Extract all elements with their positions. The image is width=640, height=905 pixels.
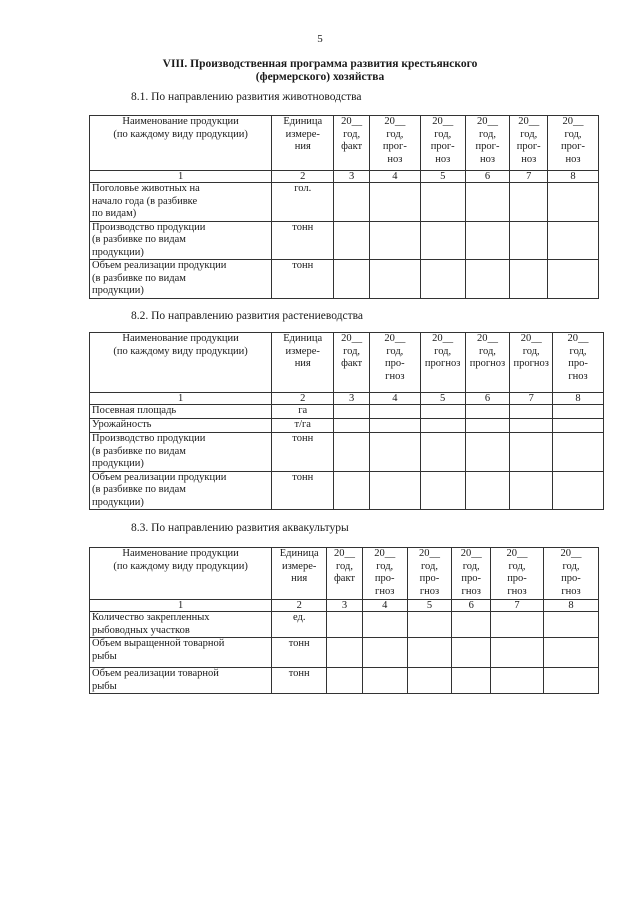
empty-value-cell <box>553 471 604 510</box>
row-unit: га <box>272 405 334 419</box>
header-year-forecast <box>543 548 598 600</box>
empty-value-cell <box>510 419 553 433</box>
header-line: гноз <box>507 585 527 597</box>
column-number: 4 <box>369 171 420 183</box>
table-row <box>90 668 599 694</box>
header-year-forecast <box>510 333 553 393</box>
column-number: 4 <box>369 393 420 405</box>
empty-value-cell <box>407 668 452 694</box>
empty-value-cell <box>420 221 465 260</box>
column-number: 5 <box>407 600 452 612</box>
header-line: про- <box>561 573 581 584</box>
empty-value-cell <box>420 405 465 419</box>
header-line: факт <box>341 358 363 369</box>
header-year-forecast <box>362 548 407 600</box>
empty-value-cell <box>362 612 407 638</box>
row-unit: тонн <box>272 260 334 299</box>
header-year-forecast <box>548 116 599 171</box>
row-name-line: (в разбивке по видам <box>92 484 186 495</box>
empty-value-cell <box>334 433 370 472</box>
empty-value-cell <box>510 433 553 472</box>
empty-value-cell <box>327 638 363 668</box>
header-year-fact <box>334 116 370 171</box>
header-line: 20__ <box>432 333 454 344</box>
header-line: год, <box>562 560 580 572</box>
header-line: год, <box>421 560 438 572</box>
header-line: 20__ <box>560 548 582 559</box>
empty-value-cell <box>369 221 420 260</box>
empty-value-cell <box>334 221 370 260</box>
empty-value-cell <box>334 183 370 222</box>
row-product-name <box>90 260 272 299</box>
row-unit: тонн <box>272 638 327 668</box>
column-number: 3 <box>334 171 370 183</box>
empty-value-cell <box>407 638 452 668</box>
header-line: 20__ <box>518 116 540 127</box>
header-line: 20__ <box>562 116 584 127</box>
column-number: 4 <box>362 600 407 612</box>
row-name-line: продукции) <box>92 458 144 469</box>
column-number: 7 <box>491 600 544 612</box>
row-name-line: Урожайность <box>92 419 152 430</box>
empty-value-cell <box>369 405 420 419</box>
row-name-line: Объем реализации продукции <box>92 471 227 483</box>
row-product-name <box>90 668 272 694</box>
header-line: год, <box>336 560 353 572</box>
header-line: прог- <box>382 141 407 152</box>
row-name-line: (в разбивке по видам <box>92 272 186 284</box>
column-number-row <box>90 393 604 405</box>
column-number: 5 <box>420 171 465 183</box>
row-name-line: Объем выращенной товарной <box>92 638 225 649</box>
header-line: Наименование продукции <box>122 548 239 559</box>
empty-value-cell <box>420 183 465 222</box>
empty-value-cell <box>553 419 604 433</box>
empty-value-cell <box>369 260 420 299</box>
row-product-name <box>90 433 272 472</box>
page-number: 5 <box>317 33 323 45</box>
empty-value-cell <box>452 638 491 668</box>
header-year-forecast <box>491 548 544 600</box>
table-row <box>90 471 604 510</box>
column-number: 2 <box>272 600 327 612</box>
empty-value-cell <box>420 260 465 299</box>
row-name-line: рыбы <box>92 650 117 662</box>
header-line: про- <box>419 573 440 584</box>
empty-value-cell <box>491 638 544 668</box>
row-product-name <box>90 471 272 510</box>
header-line: гноз <box>419 585 440 597</box>
column-number: 5 <box>420 393 465 405</box>
row-unit: т/га <box>272 419 334 433</box>
header-line: ноз <box>479 153 496 165</box>
empty-value-cell <box>420 433 465 472</box>
header-product-name <box>90 116 272 171</box>
header-line: ноз <box>387 153 403 165</box>
column-number-row <box>90 600 599 612</box>
header-line: 20__ <box>384 333 406 344</box>
header-line: год, <box>508 560 526 572</box>
table-row <box>90 433 604 472</box>
header-line: ния <box>294 141 311 152</box>
header-product-name <box>90 333 272 393</box>
row-name-line: продукции) <box>92 246 144 258</box>
header-line: 20__ <box>567 333 589 344</box>
table-row <box>90 612 599 638</box>
column-number: 6 <box>465 171 510 183</box>
column-number: 2 <box>272 393 334 405</box>
empty-value-cell <box>362 668 407 694</box>
header-line: год, <box>376 560 394 572</box>
empty-value-cell <box>543 668 598 694</box>
header-line: (по каждому виду продукции) <box>113 560 248 572</box>
empty-value-cell <box>420 471 465 510</box>
header-line: 20__ <box>432 116 454 127</box>
table-row <box>90 405 604 419</box>
column-number: 6 <box>465 393 510 405</box>
header-line: год, <box>386 345 404 357</box>
header-line: про- <box>461 573 482 584</box>
empty-value-cell <box>452 668 491 694</box>
row-name-line: Поголовье животных на <box>92 183 200 194</box>
table-row <box>90 221 599 260</box>
column-number: 1 <box>90 600 272 612</box>
row-name-line: Количество закрепленных <box>92 612 210 623</box>
empty-value-cell <box>510 260 548 299</box>
column-number: 1 <box>90 393 272 405</box>
empty-value-cell <box>465 260 510 299</box>
title-line-2: (фермерского) хозяйства <box>255 71 385 83</box>
header-line: гноз <box>375 585 395 597</box>
header-line: 20__ <box>334 548 355 559</box>
header-year-forecast <box>465 333 510 393</box>
header-line: Единица <box>279 548 319 559</box>
aquaculture-table <box>89 547 599 694</box>
header-line: 20__ <box>384 116 406 127</box>
subsection-heading-crops: 8.2. По направлению развития растениеводства <box>131 310 364 322</box>
header-line: 20__ <box>460 548 482 559</box>
column-number: 7 <box>510 171 548 183</box>
column-number: 6 <box>452 600 491 612</box>
header-product-name <box>90 548 272 600</box>
header-line: (по каждому виду продукции) <box>113 345 248 357</box>
empty-value-cell <box>548 221 599 260</box>
header-row <box>90 333 604 393</box>
header-year-forecast <box>407 548 452 600</box>
header-row <box>90 116 599 171</box>
header-line: год, <box>343 345 361 357</box>
empty-value-cell <box>407 612 452 638</box>
header-line: ния <box>294 358 311 369</box>
header-line: год, <box>386 128 404 140</box>
header-year-forecast <box>420 333 465 393</box>
empty-value-cell <box>327 612 363 638</box>
header-line: год, <box>569 345 587 357</box>
row-name-line: (в разбивке по видам <box>92 234 186 245</box>
column-number: 2 <box>272 171 334 183</box>
header-year-forecast <box>452 548 491 600</box>
header-line: год, <box>478 345 496 357</box>
empty-value-cell <box>369 183 420 222</box>
empty-value-cell <box>334 419 370 433</box>
row-name-line: по видам) <box>92 208 137 219</box>
header-line: измере- <box>282 560 317 572</box>
subsection-heading-aquaculture: 8.3. По направлению развития аквакультуры <box>131 522 349 534</box>
header-line: год, <box>343 128 361 140</box>
column-number: 7 <box>510 393 553 405</box>
empty-value-cell <box>465 419 510 433</box>
header-row <box>90 548 599 600</box>
title-line-1: VIII. Производственная программа развития крестьянского <box>162 58 478 70</box>
empty-value-cell <box>553 433 604 472</box>
empty-value-cell <box>543 612 598 638</box>
column-number-row <box>90 171 599 183</box>
header-line: Наименование продукции <box>122 116 239 127</box>
table-row <box>90 419 604 433</box>
header-line: про- <box>374 573 395 584</box>
empty-value-cell <box>465 433 510 472</box>
row-name-line: начало года (в разбивке <box>92 195 198 207</box>
header-line: ноз <box>521 153 537 165</box>
section-title <box>0 58 640 84</box>
column-number: 8 <box>543 600 598 612</box>
table-row <box>90 183 599 222</box>
header-line: про- <box>568 358 588 369</box>
table-row <box>90 260 599 299</box>
header-line: про- <box>507 573 527 584</box>
empty-value-cell <box>510 221 548 260</box>
header-line: (по каждому виду продукции) <box>113 128 248 140</box>
empty-value-cell <box>510 405 553 419</box>
header-line: 20__ <box>520 333 542 344</box>
row-product-name <box>90 638 272 668</box>
empty-value-cell <box>362 638 407 668</box>
crops-table <box>89 332 604 510</box>
column-number: 8 <box>553 393 604 405</box>
header-year-forecast <box>553 333 604 393</box>
header-line: прогноз <box>424 358 461 369</box>
header-year-forecast <box>369 333 420 393</box>
subsection-heading-livestock: 8.1. По направлению развития животноводства <box>131 91 362 103</box>
empty-value-cell <box>420 419 465 433</box>
header-line: прогноз <box>513 358 549 369</box>
empty-value-cell <box>548 260 599 299</box>
header-line: 20__ <box>374 548 396 559</box>
row-name-line: Объем реализации товарной <box>92 668 219 679</box>
header-line: прог- <box>475 141 500 152</box>
row-name-line: (в разбивке по видам <box>92 445 186 457</box>
empty-value-cell <box>548 183 599 222</box>
header-year-fact <box>327 548 363 600</box>
header-line: гноз <box>385 370 405 382</box>
header-line: 20__ <box>341 333 363 344</box>
empty-value-cell <box>452 612 491 638</box>
livestock-table <box>89 115 599 299</box>
header-line: факт <box>341 141 363 152</box>
empty-value-cell <box>491 668 544 694</box>
empty-value-cell <box>465 221 510 260</box>
empty-value-cell <box>334 405 370 419</box>
column-number: 1 <box>90 171 272 183</box>
header-line: 20__ <box>476 333 498 344</box>
empty-value-cell <box>465 471 510 510</box>
empty-value-cell <box>369 433 420 472</box>
header-unit <box>272 333 334 393</box>
row-name-line: Производство продукции <box>92 221 206 233</box>
header-line: измере- <box>285 345 320 357</box>
header-unit <box>272 548 327 600</box>
empty-value-cell <box>543 638 598 668</box>
column-number: 8 <box>548 171 599 183</box>
header-line: год, <box>434 345 452 357</box>
row-unit: гол. <box>272 183 334 222</box>
row-product-name <box>90 405 272 419</box>
header-line: Наименование продукции <box>122 333 239 344</box>
empty-value-cell <box>510 471 553 510</box>
header-line: прог- <box>516 141 541 152</box>
header-line: прог- <box>430 141 455 152</box>
row-name-line: продукции) <box>92 285 144 296</box>
header-line: год, <box>520 128 538 140</box>
empty-value-cell <box>553 405 604 419</box>
empty-value-cell <box>491 612 544 638</box>
header-line: гноз <box>561 585 581 597</box>
empty-value-cell <box>465 405 510 419</box>
row-name-line: Объем реализации продукции <box>92 260 227 271</box>
row-product-name <box>90 612 272 638</box>
header-line: 20__ <box>418 548 440 559</box>
column-number: 3 <box>334 393 370 405</box>
row-unit: тонн <box>272 433 334 472</box>
header-line: ноз <box>565 153 581 165</box>
header-line: гноз <box>568 370 588 382</box>
header-year-forecast <box>510 116 548 171</box>
header-line: год, <box>564 128 582 140</box>
header-line: ния <box>291 573 308 584</box>
header-line: 20__ <box>341 116 363 127</box>
header-line: 20__ <box>477 116 498 127</box>
row-name-line: Производство продукции <box>92 433 206 444</box>
header-line: про- <box>385 358 405 369</box>
empty-value-cell <box>369 471 420 510</box>
header-line: измере- <box>285 128 320 140</box>
header-line: год, <box>479 128 496 140</box>
header-year-forecast <box>369 116 420 171</box>
empty-value-cell <box>465 183 510 222</box>
header-line: год, <box>434 128 452 140</box>
column-number: 3 <box>327 600 363 612</box>
row-name-line: рыбоводных участков <box>92 624 190 636</box>
row-unit: тонн <box>272 471 334 510</box>
row-product-name <box>90 183 272 222</box>
header-line: ноз <box>435 153 451 165</box>
header-year-forecast <box>420 116 465 171</box>
row-name-line: Посевная площадь <box>92 405 177 416</box>
row-unit: ед. <box>272 612 327 638</box>
header-line: прогноз <box>469 358 506 369</box>
header-year-forecast <box>465 116 510 171</box>
row-unit: тонн <box>272 221 334 260</box>
header-line: 20__ <box>506 548 528 559</box>
header-line: Единица <box>283 116 323 127</box>
empty-value-cell <box>369 419 420 433</box>
header-line: факт <box>333 573 355 584</box>
empty-value-cell <box>327 668 363 694</box>
table-row <box>90 638 599 668</box>
row-name-line: продукции) <box>92 496 144 508</box>
header-line: гноз <box>461 585 481 597</box>
header-line: год, <box>462 560 480 572</box>
header-line: год, <box>522 345 540 357</box>
empty-value-cell <box>334 260 370 299</box>
row-name-line: рыбы <box>92 680 117 692</box>
empty-value-cell <box>334 471 370 510</box>
row-product-name <box>90 221 272 260</box>
header-line: прог- <box>561 141 585 152</box>
row-unit: тонн <box>272 668 327 694</box>
header-unit <box>272 116 334 171</box>
row-product-name <box>90 419 272 433</box>
empty-value-cell <box>510 183 548 222</box>
header-line: Единица <box>283 333 323 344</box>
header-year-fact <box>334 333 370 393</box>
